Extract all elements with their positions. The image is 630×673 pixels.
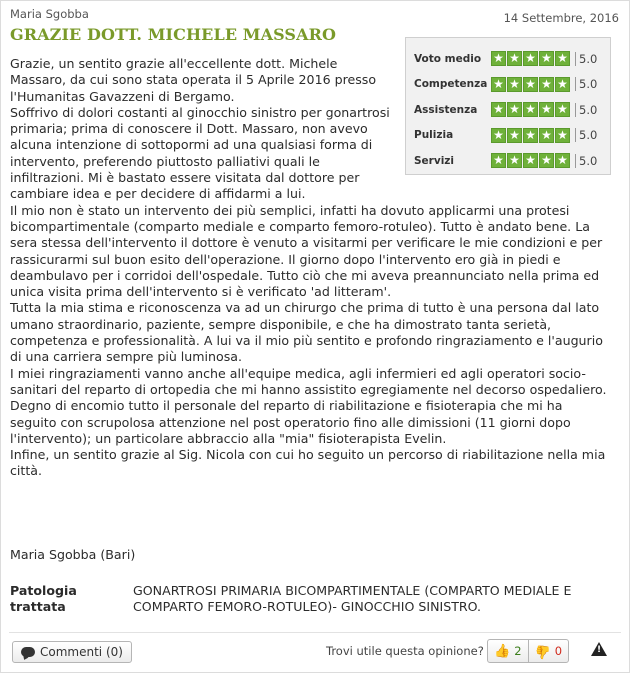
- downvote-count: 0: [554, 644, 563, 658]
- useful-question: Trovi utile questa opinione?: [326, 644, 484, 658]
- rating-label: Pulizia: [414, 129, 454, 142]
- review-signature: Maria Sgobba (Bari): [10, 547, 136, 562]
- review-title: GRAZIE DOTT. MICHELE MASSARO: [10, 25, 337, 44]
- star-icon: ★: [507, 77, 522, 92]
- star-icon: ★: [491, 77, 506, 92]
- star-icon: ★: [555, 153, 570, 168]
- rating-row-voto-medio: [406, 46, 610, 72]
- star-icon: ★: [523, 128, 538, 143]
- rating-value: 5.0: [575, 103, 597, 117]
- star-rating: [491, 51, 570, 66]
- rating-row-pulizia: [406, 123, 610, 149]
- star-icon: ★: [555, 77, 570, 92]
- footer-divider: [9, 632, 621, 633]
- star-icon: ★: [539, 51, 554, 66]
- patologia-label: Patologia trattata: [10, 583, 77, 615]
- speech-bubble-icon: [21, 647, 35, 657]
- rating-row-competenza: [406, 72, 610, 98]
- star-icon: ★: [539, 102, 554, 117]
- rating-value: 5.0: [575, 52, 597, 66]
- star-icon: ★: [523, 153, 538, 168]
- review-paragraph: Soffrivo di dolori costanti al ginocchio sinistro per gonartrosi primaria; prima di conoscere il Dott. Massaro, non avevo alcuna intenzione di sottopormi ad una qualsiasi forma di intervento, preferendo piuttosto palliativi quali le infiltrazioni. Mi è bastato essere visitata dal dottore per cambiare idea e per decidere di affidarmi a lui.: [10, 104, 390, 202]
- review-paragraph: Il mio non è stato un intervento dei più semplici, infatti ha dovuto applicarmi una protesi bicompartimentale (comparto mediale e comparto femoro-rotuleo). Tutto è andato bene. La sera stessa dell'intervento il dottore è venuto a visitarmi per verificare le mie condizioni e per rassicurarmi sul buon esito dell'operazione. Il giorno dopo l'intervento ero già in piedi e deambulavo per i corridoi dell'ospedale. Tutto ciò che mi aveva preannunciato nella prima ed unica visita prima dell'intervento si è verificato 'ad litteram'.: [10, 202, 603, 300]
- star-icon: ★: [555, 51, 570, 66]
- star-icon: ★: [507, 51, 522, 66]
- rating-row-servizi: [406, 148, 610, 174]
- upvote-button[interactable]: [488, 640, 528, 662]
- star-icon: ★: [539, 128, 554, 143]
- review-paragraph: Grazie, un sentito grazie all'eccellente dott. Michele Massaro, da cui sono stata operata il 5 Aprile 2016 presso l'Humanitas Gavazzeni di Bergamo.: [10, 56, 377, 104]
- rating-label: Assistenza: [414, 103, 478, 116]
- star-icon: ★: [523, 102, 538, 117]
- star-rating: [491, 77, 570, 92]
- comments-button[interactable]: [12, 641, 132, 663]
- star-icon: ★: [523, 77, 538, 92]
- star-rating: [491, 102, 570, 117]
- star-icon: ★: [491, 153, 506, 168]
- rating-label: Servizi: [414, 154, 455, 167]
- star-rating: [491, 128, 570, 143]
- star-icon: ★: [507, 128, 522, 143]
- review-paragraph: Infine, un sentito grazie al Sig. Nicola con cui ho seguito un percorso di riabilitazione nella mia città.: [10, 447, 606, 479]
- star-icon: ★: [491, 51, 506, 66]
- downvote-button[interactable]: [528, 640, 569, 662]
- star-icon: ★: [507, 153, 522, 168]
- comments-label: Commenti (0): [40, 645, 123, 659]
- rating-value: 5.0: [575, 154, 597, 168]
- thumbs-down-icon: 👍: [534, 643, 551, 659]
- rating-value: 5.0: [575, 128, 597, 142]
- star-icon: ★: [523, 51, 538, 66]
- warning-exclamation: !: [596, 645, 602, 655]
- upvote-count: 2: [514, 644, 522, 658]
- review-paragraph: Degno di encomio tutto il personale del reparto di riabilitazione e fisioterapia che mi ha seguito con scrupolosa attenzione nel post operatorio fino alle dimissioni (11 giorni dopo l'intervento); un particolare abbraccio alla "mia" fisioterapista Evelin.: [10, 398, 571, 446]
- thumbs-up-icon: 👍: [494, 643, 511, 659]
- rating-row-assistenza: [406, 97, 610, 123]
- rating-label: Competenza: [414, 78, 488, 91]
- star-icon: ★: [539, 77, 554, 92]
- rating-value: 5.0: [575, 77, 597, 91]
- review-author: Maria Sgobba: [10, 7, 89, 21]
- rating-label: Voto medio: [414, 52, 482, 65]
- star-icon: ★: [539, 153, 554, 168]
- vote-buttons: [487, 639, 569, 663]
- review-date: 14 Settembre, 2016: [503, 11, 619, 25]
- star-rating: [491, 153, 570, 168]
- review-paragraph: I miei ringraziamenti vanno anche all'equipe medica, agli infermieri ed agli operatori socio-sanitari del reparto di ortopedia che mi hanno assistito egregiamente nel decorso ospedaliero.: [10, 365, 607, 397]
- star-icon: ★: [507, 102, 522, 117]
- patologia-value: GONARTROSI PRIMARIA BICOMPARTIMENTALE (COMPARTO MEDIALE E COMPARTO FEMORO-ROTULEO)- GINOCCHIO SINISTRO.: [133, 583, 572, 615]
- ratings-panel: [405, 37, 611, 175]
- star-icon: ★: [555, 128, 570, 143]
- star-icon: ★: [491, 128, 506, 143]
- review-paragraph: Tutta la mia stima e riconoscenza va ad un chirurgo che prima di tutto è una persona dal lato umano straordinario, paziente, sempre disponibile, e che ha dimostrato tanta serietà, competenza e professionalità. A lui va il mio più sentito e profondo ringraziamento e l'augurio di una carriera sempre più luminosa.: [10, 300, 603, 365]
- star-icon: ★: [491, 102, 506, 117]
- star-icon: ★: [555, 102, 570, 117]
